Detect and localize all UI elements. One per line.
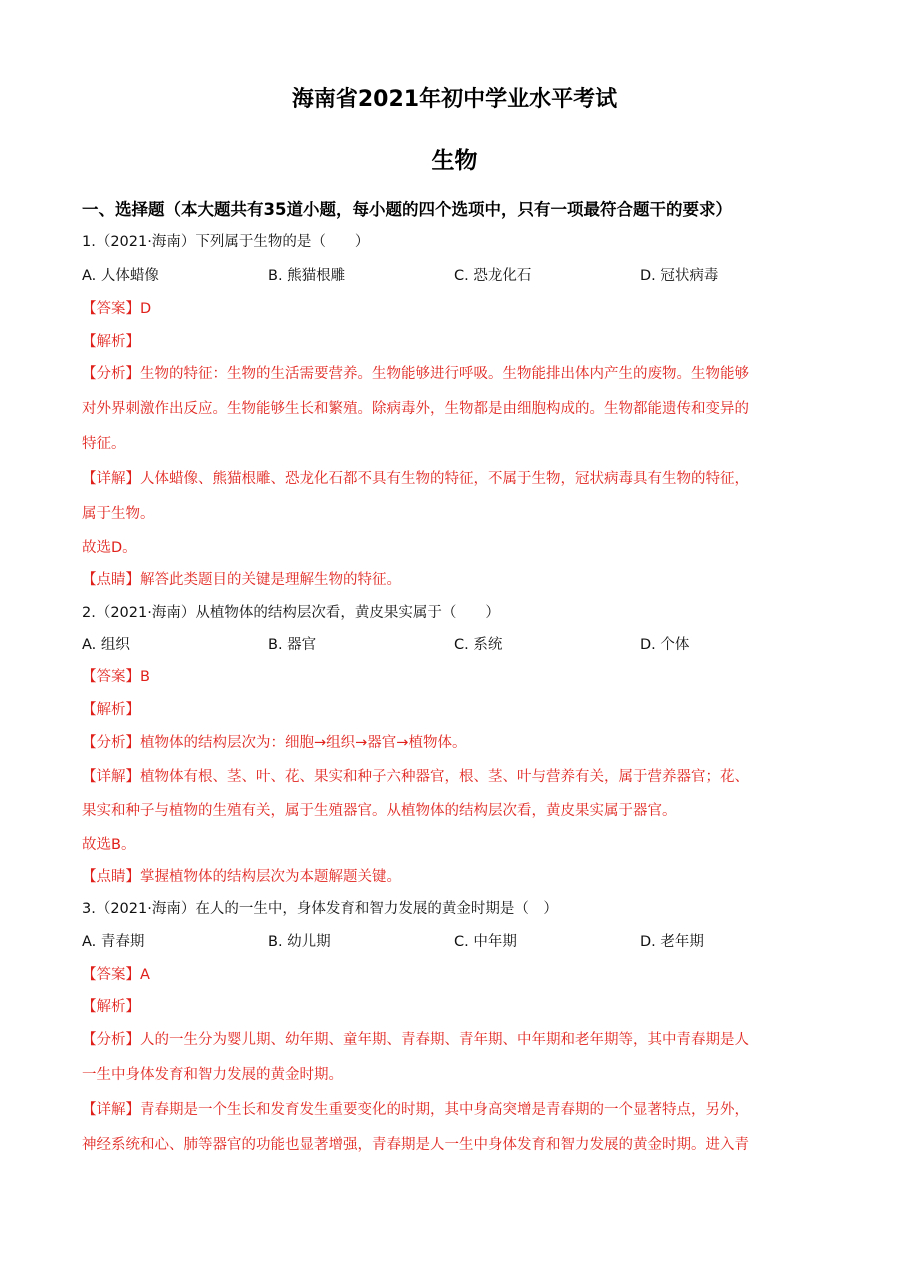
question-3-stem: 3.（2021·海南）在人的一生中，身体发育和智力发展的黄金时期是（ ） [82, 901, 558, 917]
q1-conclusion: 故选D。 [82, 540, 137, 556]
q1-analysis-label: 【解析】 [82, 334, 140, 350]
q3-option-c: C. 中年期 [454, 934, 517, 950]
q1-dianjing: 【点睛】解答此类题目的关键是理解生物的特征。 [82, 572, 401, 588]
q2-dianjing: 【点睛】掌握植物体的结构层次为本题解题关键。 [82, 869, 401, 885]
q3-fenxi-line-2: 一生中身体发育和智力发展的黄金时期。 [82, 1067, 343, 1083]
q3-xiangjie-line-2: 神经系统和心、肺等器官的功能也显著增强，青春期是人一生中身体发育和智力发展的黄金时期。进入青 [82, 1137, 749, 1153]
q1-xiangjie-line-2: 属于生物。 [82, 506, 155, 522]
q1-answer: 【答案】D [82, 301, 152, 317]
q2-xiangjie-line-2: 果实和种子与植物的生殖有关，属于生殖器官。从植物体的结构层次看，黄皮果实属于器官。 [82, 803, 677, 819]
q3-answer: 【答案】A [82, 967, 150, 983]
q2-conclusion: 故选B。 [82, 837, 136, 853]
q1-fenxi-line-3: 特征。 [82, 436, 126, 452]
q2-option-a: A. 组织 [82, 637, 130, 653]
q2-analysis-label: 【解析】 [82, 702, 140, 718]
q1-fenxi-line-1: 【分析】生物的特征：生物的生活需要营养。生物能够进行呼吸。生物能排出体内产生的废物。生物能够 [82, 366, 749, 382]
question-1-stem: 1.（2021·海南）下列属于生物的是（ ） [82, 234, 370, 250]
q3-option-b: B. 幼儿期 [268, 934, 331, 950]
q1-option-c: C. 恐龙化石 [454, 268, 532, 284]
q1-fenxi-line-2: 对外界刺激作出反应。生物能够生长和繁殖。除病毒外，生物都是由细胞构成的。生物都能遗传和变异的 [82, 401, 749, 417]
q3-option-a: A. 青春期 [82, 934, 145, 950]
q1-option-a: A. 人体蜡像 [82, 268, 159, 284]
q2-answer: 【答案】B [82, 669, 150, 685]
section-heading: 一、选择题（本大题共有35道小题，每小题的四个选项中，只有一项最符合题干的要求） [82, 200, 732, 219]
q2-option-c: C. 系统 [454, 637, 503, 653]
q3-xiangjie-line-1: 【详解】青春期是一个生长和发育发生重要变化的时期，其中身高突增是青春期的一个显著特点，另外， [82, 1102, 749, 1118]
question-2-stem: 2.（2021·海南）从植物体的结构层次看，黄皮果实属于（ ） [82, 605, 500, 621]
q2-option-d: D. 个体 [640, 637, 690, 653]
q3-option-d: D. 老年期 [640, 934, 704, 950]
q1-option-d: D. 冠状病毒 [640, 268, 719, 284]
subject-title: 生物 [431, 148, 478, 174]
q3-fenxi-line-1: 【分析】人的一生分为婴儿期、幼年期、童年期、青春期、青年期、中年期和老年期等，其中青春期是人 [82, 1032, 749, 1048]
q2-option-b: B. 器官 [268, 637, 317, 653]
q1-xiangjie-line-1: 【详解】人体蜡像、熊猫根雕、恐龙化石都不具有生物的特征，不属于生物，冠状病毒具有生物的特征， [82, 471, 749, 487]
q2-fenxi-line-1: 【分析】植物体的结构层次为：细胞→组织→器官→植物体。 [82, 735, 467, 751]
q1-option-b: B. 熊猫根雕 [268, 268, 346, 284]
exam-title: 海南省2021年初中学业水平考试 [291, 87, 618, 112]
q2-xiangjie-line-1: 【详解】植物体有根、茎、叶、花、果实和种子六种器官，根、茎、叶与营养有关，属于营养器官；花、 [82, 769, 749, 785]
q3-analysis-label: 【解析】 [82, 999, 140, 1015]
